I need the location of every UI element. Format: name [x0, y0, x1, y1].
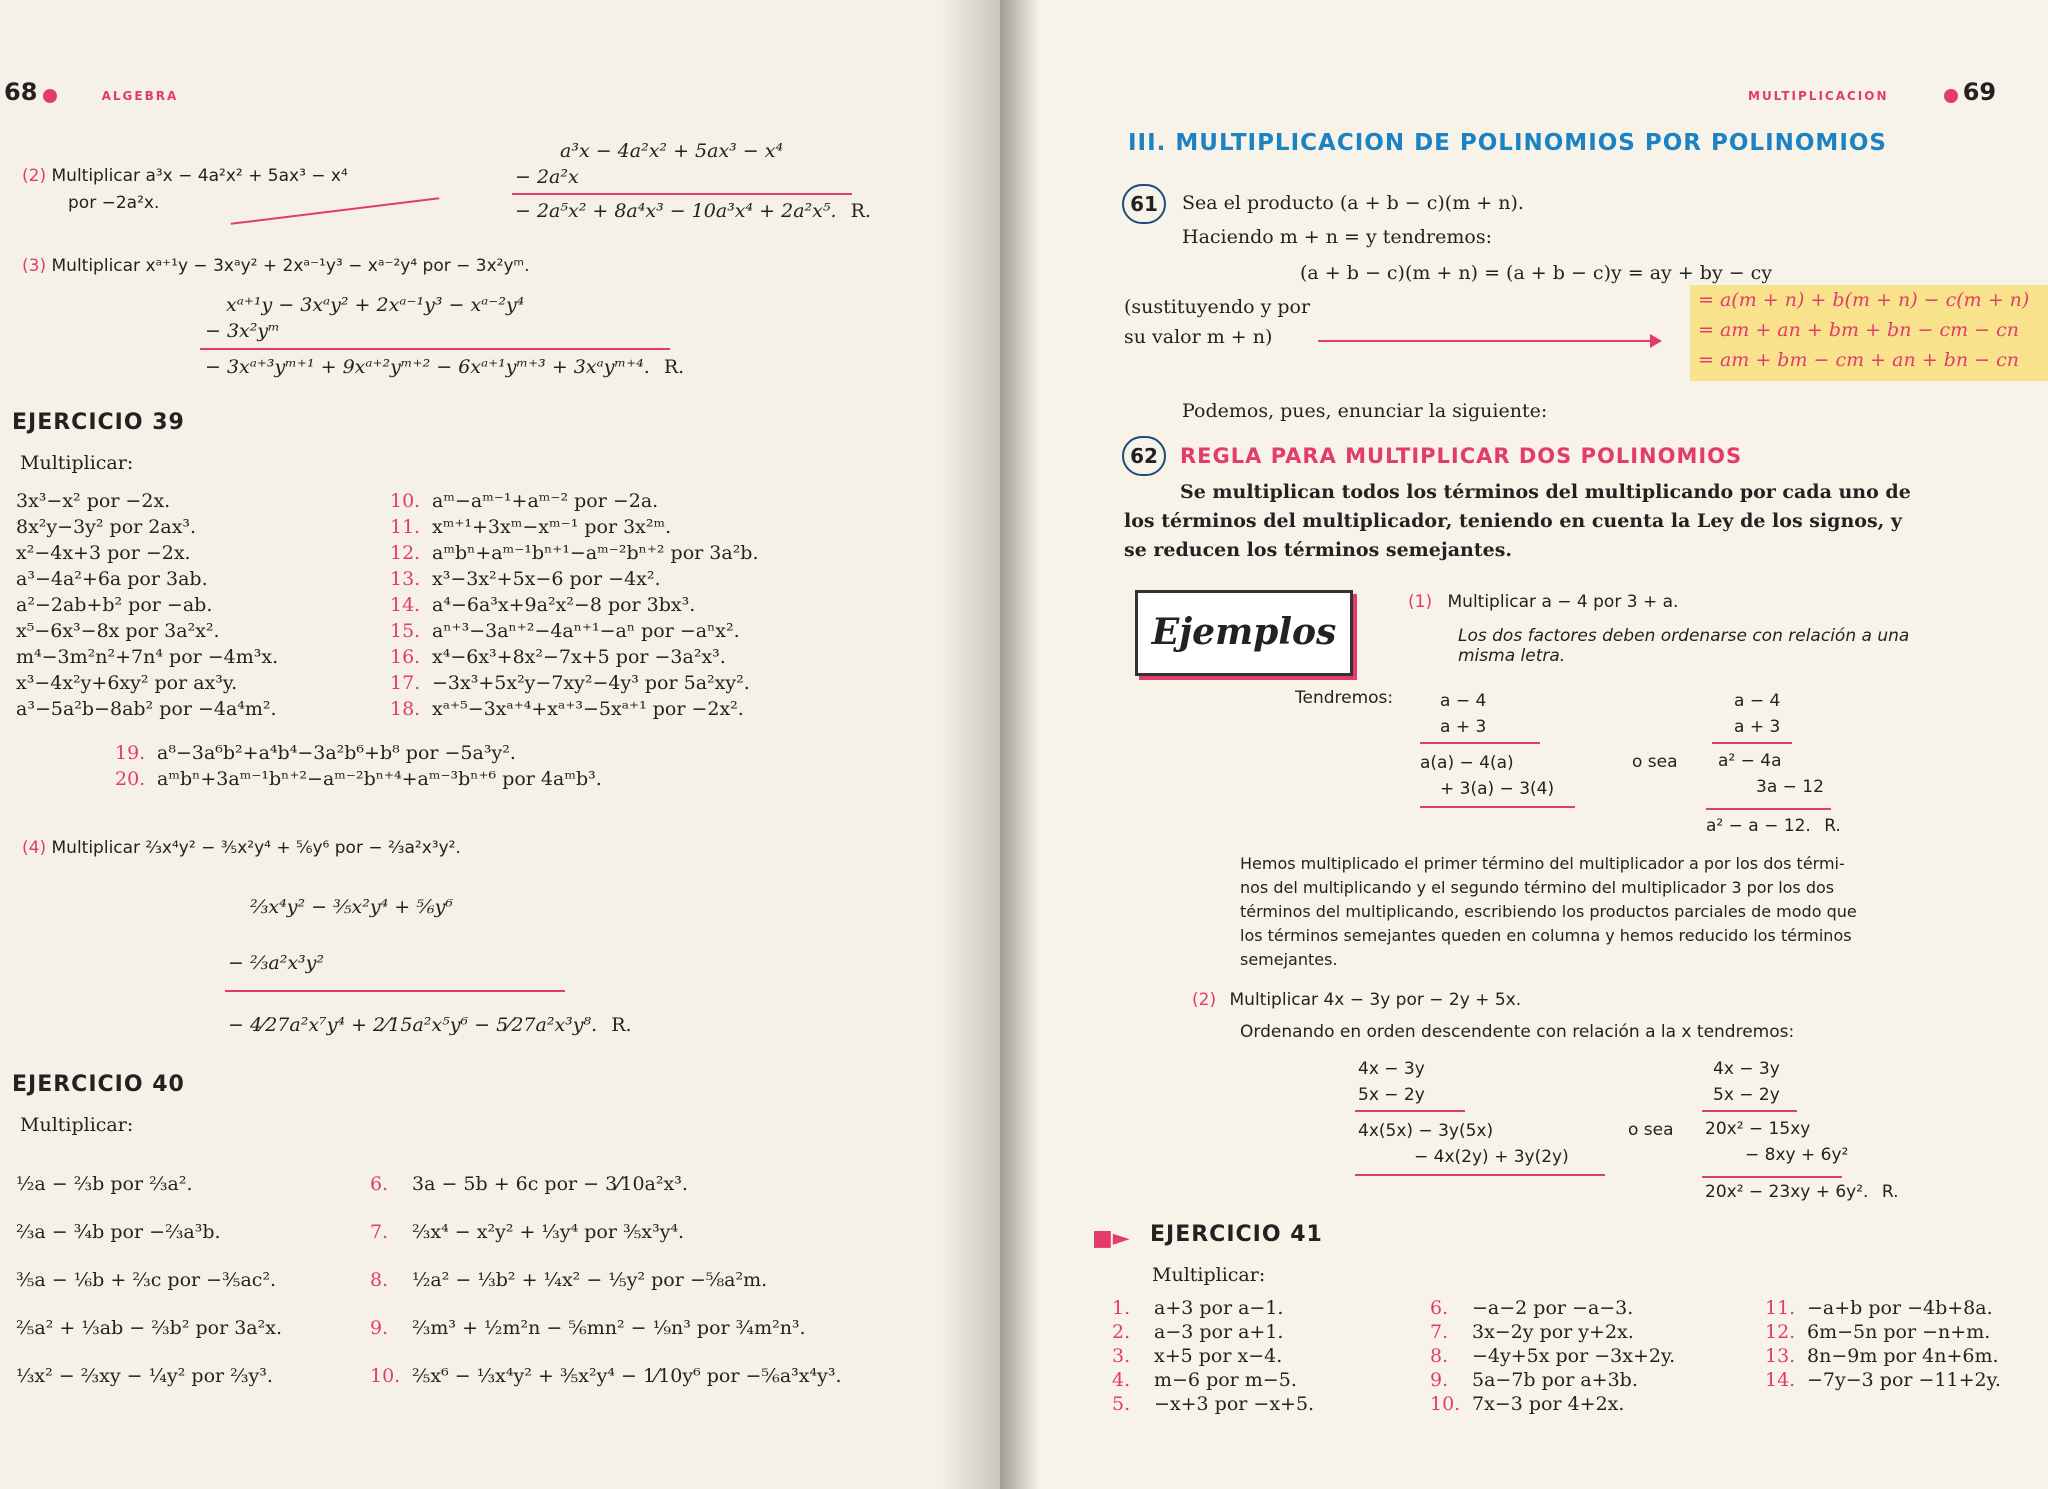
left-page — [0, 0, 1000, 1489]
p61-podemos: Podemos, pues, enunciar la siguiente: — [1182, 400, 1548, 422]
section-title: III. MULTIPLICACION DE POLINOMIOS POR POLINOMIOS — [1128, 130, 1887, 156]
example-3-statement: (3) Multiplicar xᵃ⁺¹y − 3xᵃy² + 2xᵃ⁻¹y³ − xᵃ⁻²y⁴ por − 3x²yᵐ. — [22, 256, 530, 276]
list-item: x²−4x+3 por −2x. — [16, 542, 191, 564]
page-header-left — [4, 78, 178, 106]
list-item: 10. aᵐ−aᵐ⁻¹+aᵐ⁻² por −2a. — [390, 490, 659, 512]
example-1-explanation: Hemos multiplicado el primer término del multiplicador a por los dos térmi- nos del multiplicando y el segundo término del multiplicador 3 por los dos términos del multiplicando, escribiendo los productos parciales de modo que los términos semejantes queden en columna y hemos reducido los términos semejantes. — [1240, 854, 1857, 969]
arrow-line — [1318, 340, 1653, 342]
list-item: 7. ⅔x⁴ − x²y² + ⅓y⁴ por ⅗x³y⁴. — [370, 1221, 685, 1243]
exercise-40-col1 — [16, 1160, 282, 1400]
example-1-note: Los dos factores deben ordenarse con relación a una misma letra. — [1458, 626, 1910, 666]
list-item: 10. 7x−3 por 4+2x. — [1430, 1393, 1625, 1415]
p61-sust2: su valor m + n) — [1124, 326, 1273, 348]
ex4-line1: ⅔x⁴y² − ⅗x²y⁴ + ⅚y⁶ — [250, 896, 453, 918]
exercise-39-col3 — [115, 740, 602, 792]
list-item: 9. 5a−7b por a+3b. — [1430, 1369, 1638, 1391]
list-item: 11. −a+b por −4b+8a. — [1765, 1297, 1993, 1319]
paragraph-62-number: 62 — [1122, 436, 1166, 476]
list-item: 12. 6m−5n por −n+m. — [1765, 1321, 1991, 1343]
list-item: 14. −7y−3 por −11+2y. — [1765, 1369, 2001, 1391]
p61-line2: Haciendo m + n = y tendremos: — [1182, 226, 1492, 248]
list-item: 9. ⅔m³ + ½m²n − ⅚mn² − ⅑n³ por ¾m²n³. — [370, 1317, 806, 1339]
work-rule — [1702, 1176, 1842, 1178]
list-item: 13. 8n−9m por 4n+6m. — [1765, 1345, 1999, 1367]
list-item: 3x³−x² por −2x. — [16, 490, 171, 512]
example-1-work: a − 4 a + 3 — [1440, 691, 1487, 737]
list-item: 20. aᵐbⁿ+3aᵐ⁻¹bⁿ⁺²−aᵐ⁻²bⁿ⁺⁴+aᵐ⁻³bⁿ⁺⁶ por 4aᵐb³. — [115, 768, 602, 790]
bullet-dot-icon — [43, 89, 57, 103]
list-item: 11. xᵐ⁺¹+3xᵐ−xᵐ⁻¹ por 3x²ᵐ. — [390, 516, 672, 538]
p61-line3: (a + b − c)(m + n) = (a + b − c)y = ay + by − cy — [1300, 262, 1773, 284]
list-item: 16. x⁴−6x³+8x²−7x+5 por −3a²x³. — [390, 646, 726, 668]
exercise-40-title: EJERCICIO 40 — [12, 1072, 185, 1097]
ex3-line1: xᵃ⁺¹y − 3xᵃy² + 2xᵃ⁻¹y³ − xᵃ⁻²y⁴ — [226, 294, 525, 316]
exercise-41-title: EJERCICIO 41 — [1150, 1222, 1323, 1247]
example-2-statement: (2) Multiplicar 4x − 3y por − 2y + 5x. — [1192, 990, 1522, 1010]
work-rule — [1355, 1110, 1465, 1112]
list-item: ½a − ⅔b por ⅔a². — [16, 1173, 193, 1195]
list-item: a³−5a²b−8ab² por −4a⁴m². — [16, 698, 277, 720]
page-number: 68 — [4, 78, 38, 106]
tendremos-label: Tendremos: — [1295, 688, 1394, 708]
list-item: 1. a+3 por a−1. — [1112, 1297, 1284, 1319]
list-item: ⅖a² + ⅓ab − ⅔b² por 3a²x. — [16, 1317, 283, 1339]
list-item: 5. −x+3 por −x+5. — [1112, 1393, 1315, 1415]
paragraph-61-number: 61 — [1122, 184, 1166, 224]
list-item: 15. aⁿ⁺³−3aⁿ⁺²−4aⁿ⁺¹−aⁿ por −aⁿx². — [390, 620, 740, 642]
ex4-line2: − ⅔a²x³y² — [228, 952, 325, 974]
o-sea-label: o sea — [1628, 1120, 1674, 1140]
exercise-39-col1 — [16, 488, 278, 722]
example-4-statement: (4) Multiplicar ⅔x⁴y² − ⅗x²y⁴ + ⅚y⁶ por − ⅔a²x³y². — [22, 838, 461, 858]
running-head: MULTIPLICACION — [1748, 89, 1889, 103]
work-rule — [1712, 742, 1792, 744]
ex3-rule — [200, 348, 670, 350]
example-1-partials: a(a) − 4(a) + 3(a) − 3(4) — [1420, 753, 1555, 799]
list-item: ⅓x² − ⅔xy − ¼y² por ⅔y³. — [16, 1365, 273, 1387]
rule-title: REGLA PARA MULTIPLICAR DOS POLINOMIOS — [1180, 444, 1743, 468]
example-2-statement-2: por −2a²x. — [68, 193, 160, 213]
exercise-41-col1 — [1112, 1296, 1314, 1416]
exercise-39-title: EJERCICIO 39 — [12, 410, 185, 435]
exercise-39-subtitle: Multiplicar: — [20, 452, 134, 474]
work-rule — [1420, 806, 1575, 808]
work-rule — [1706, 808, 1831, 810]
exercise-40-col2 — [370, 1160, 842, 1400]
list-item: a³−4a²+6a por 3ab. — [16, 568, 208, 590]
bullet-dot-icon — [1944, 89, 1958, 103]
example-2-work: 4x − 3y 5x − 2y — [1358, 1059, 1425, 1105]
example-2-note: Ordenando en orden descendente con relación a la x tendremos: — [1240, 1022, 1795, 1042]
ex2-result: − 2a⁵x² + 8a⁴x³ − 10a³x⁴ + 2a²x⁵. R. — [515, 200, 871, 222]
highlight-box — [1690, 285, 2048, 381]
work-rule — [1702, 1110, 1797, 1112]
example-label: (2) — [22, 166, 47, 186]
exercise-41-col3 — [1765, 1296, 2001, 1392]
list-item: 8. −4y+5x por −3x+2y. — [1430, 1345, 1676, 1367]
exercise-39-col2 — [390, 488, 759, 722]
exercise-40-subtitle: Multiplicar: — [20, 1114, 134, 1136]
list-item: m⁴−3m²n²+7n⁴ por −4m³x. — [16, 646, 279, 668]
arrow-line — [231, 197, 440, 225]
arrow-head-icon — [1650, 333, 1662, 352]
ex4-result: − 4⁄27a²x⁷y⁴ + 2⁄15a²x⁵y⁶ − 5⁄27a²x³y⁸. R. — [228, 1014, 632, 1036]
page-number: 69 — [1962, 78, 1997, 106]
rule-text: Se multiplican todos los términos del multiplicando por cada uno de los términos del multiplicador, teniendo en cuenta la Ley de los signos, y se reducen los términos semejantes. — [1124, 481, 1911, 561]
list-item: ⅔a − ¾b por −⅔a³b. — [16, 1221, 221, 1243]
list-item: x³−4x²y+6xy² por ax³y. — [16, 672, 238, 694]
running-head: ALGEBRA — [101, 89, 179, 103]
example-1-final: a² − a − 12. R. — [1706, 816, 1841, 836]
right-page — [1000, 0, 2048, 1489]
list-item: 14. a⁴−6a³x+9a²x²−8 por 3bx³. — [390, 594, 696, 616]
list-item: 18. xᵃ⁺⁵−3xᵃ⁺⁴+xᵃ⁺³−5xᵃ⁺¹ por −2x². — [390, 698, 744, 720]
o-sea-label: o sea — [1632, 752, 1678, 772]
list-item: 6. −a−2 por −a−3. — [1430, 1297, 1634, 1319]
gutter-shadow-right — [1000, 0, 1040, 1489]
yellow-line: = am + an + bm + bn − cm − cn — [1698, 319, 2019, 341]
exercise-41-col2 — [1430, 1296, 1675, 1416]
p61-sust1: (sustituyendo y por — [1124, 296, 1311, 318]
example-2-partials: 4x(5x) − 3y(5x) − 4x(2y) + 3y(2y) — [1358, 1121, 1569, 1167]
list-item: 17. −3x³+5x²y−7xy²−4y³ por 5a²xy². — [390, 672, 750, 694]
example-1-result: a − 4 a + 3 a² − 4a 3a − 12 — [1718, 691, 1824, 797]
example-text: Multiplicar a³x − 4a²x² + 5ax³ − x⁴ — [51, 166, 348, 186]
ex2-line1: a³x − 4a²x² + 5ax³ − x⁴ — [560, 140, 784, 162]
list-item: 12. aᵐbⁿ+aᵐ⁻¹bⁿ⁺¹−aᵐ⁻²bⁿ⁺² por 3a²b. — [390, 542, 759, 564]
list-item: a²−2ab+b² por −ab. — [16, 594, 213, 616]
pointer-arrow-icon: ■► — [1092, 1226, 1130, 1251]
ex3-line2: − 3x²yᵐ — [205, 320, 280, 342]
example-1-statement: (1) Multiplicar a − 4 por 3 + a. — [1408, 592, 1679, 612]
gutter-shadow-left — [940, 0, 1000, 1489]
list-item: 13. x³−3x²+5x−6 por −4x². — [390, 568, 661, 590]
example-2-final: 20x² − 23xy + 6y². R. — [1705, 1182, 1899, 1202]
list-item: ⅗a − ⅙b + ⅔c por −⅗ac². — [16, 1269, 277, 1291]
list-item: 4. m−6 por m−5. — [1112, 1369, 1297, 1391]
yellow-line: = a(m + n) + b(m + n) − c(m + n) — [1698, 289, 2030, 311]
list-item: 6. 3a − 5b + 6c por − 3⁄10a²x³. — [370, 1173, 688, 1195]
work-rule — [1355, 1174, 1605, 1176]
list-item: 19. a⁸−3a⁶b²+a⁴b⁴−3a²b⁶+b⁸ por −5a³y². — [115, 742, 516, 764]
ex2-line2: − 2a²x — [515, 166, 579, 188]
yellow-line: = am + bm − cm + an + bn − cn — [1698, 349, 2019, 371]
work-rule — [1420, 742, 1540, 744]
p61-line1: Sea el producto (a + b − c)(m + n). — [1182, 192, 1524, 214]
ejemplos-box: Ejemplos — [1135, 590, 1353, 676]
ex3-result: − 3xᵃ⁺³yᵐ⁺¹ + 9xᵃ⁺²yᵐ⁺² − 6xᵃ⁺¹yᵐ⁺³ + 3xᵃyᵐ⁺⁴. R. — [205, 356, 685, 378]
ex4-rule — [225, 990, 565, 992]
list-item: x⁵−6x³−8x por 3a²x². — [16, 620, 220, 642]
list-item: 8x²y−3y² por 2ax³. — [16, 516, 197, 538]
ex2-rule — [512, 193, 852, 195]
page-header-right — [1748, 78, 1996, 106]
list-item: 10. ⅖x⁶ − ⅓x⁴y² + ⅗x²y⁴ − 1⁄10y⁶ por −⅚a³x⁴y³. — [370, 1365, 842, 1387]
example-2-result: 4x − 3y 5x − 2y 20x² − 15xy − 8xy + 6y² — [1705, 1059, 1849, 1165]
example-2-statement — [22, 166, 348, 186]
exercise-41-subtitle: Multiplicar: — [1152, 1264, 1266, 1286]
list-item: 3. x+5 por x−4. — [1112, 1345, 1283, 1367]
list-item: 2. a−3 por a+1. — [1112, 1321, 1284, 1343]
list-item: 8. ½a² − ⅓b² + ¼x² − ⅕y² por −⅝a²m. — [370, 1269, 768, 1291]
list-item: 7. 3x−2y por y+2x. — [1430, 1321, 1634, 1343]
